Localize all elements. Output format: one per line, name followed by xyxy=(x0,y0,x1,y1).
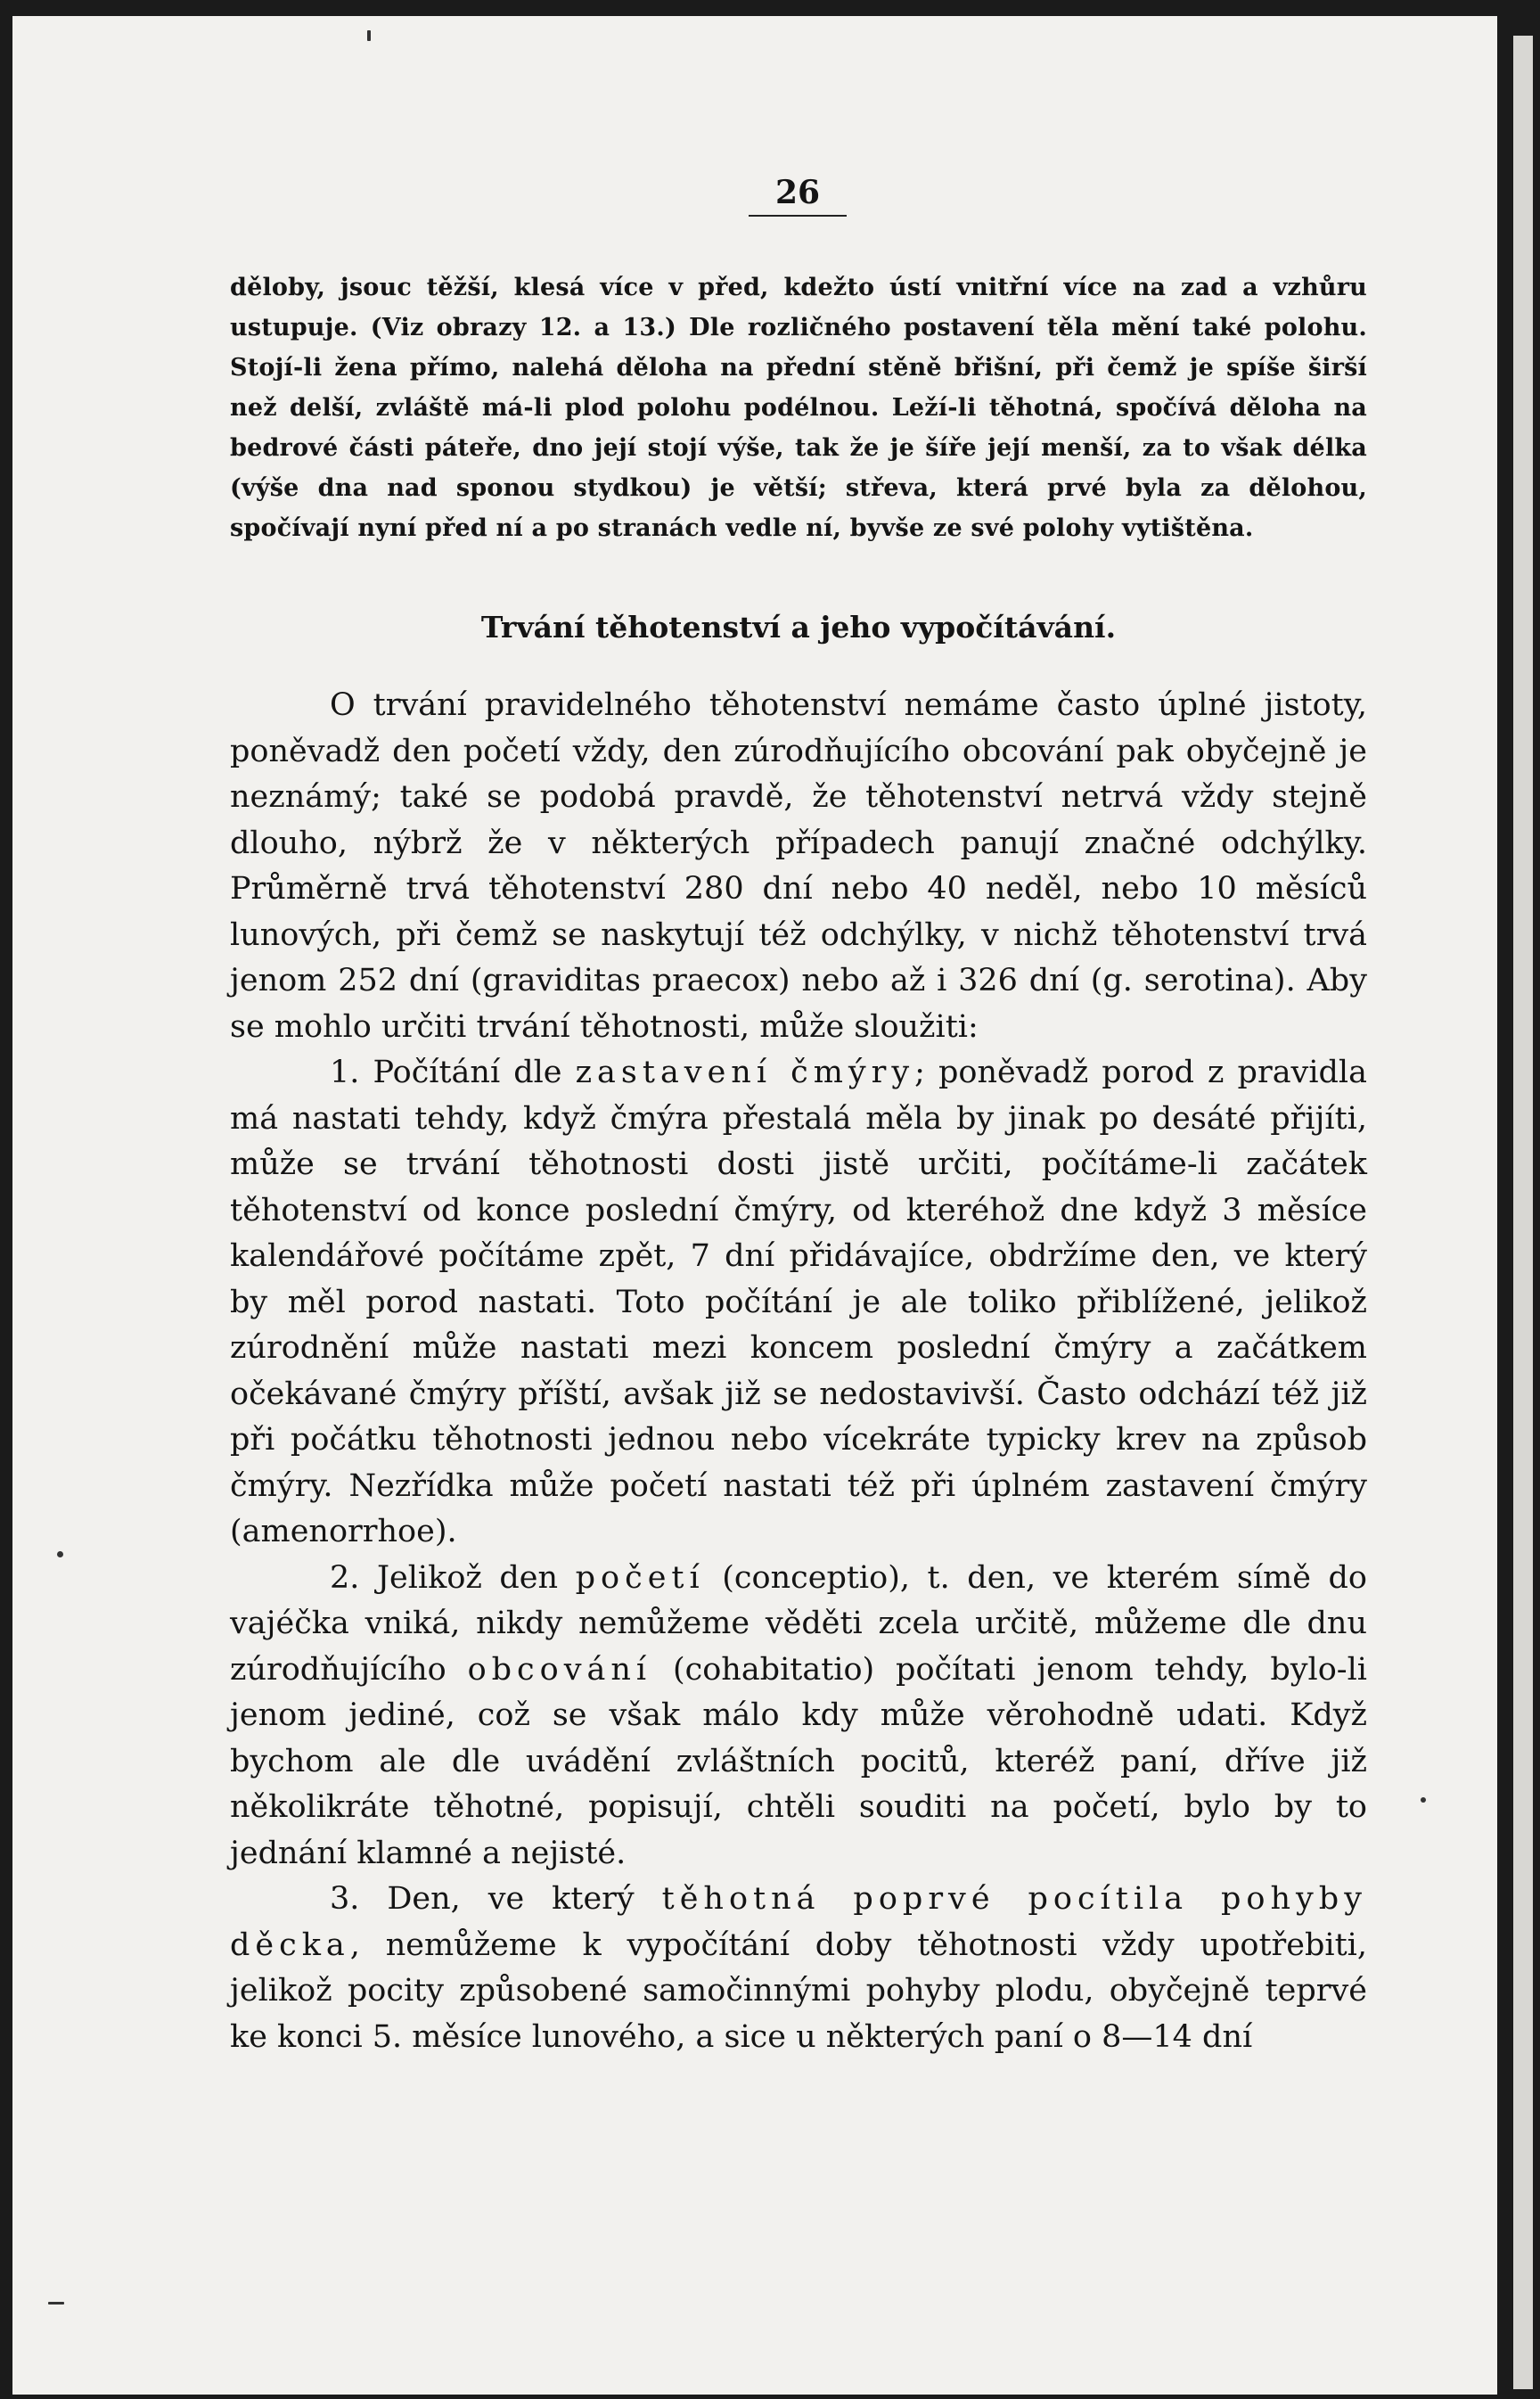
print-speck xyxy=(1421,1797,1426,1803)
main-text xyxy=(230,683,1367,2060)
item-1 xyxy=(230,1050,1367,1556)
item-number: 2. xyxy=(330,1559,360,1596)
spaced-term: těhotná poprvé pocítila pohyby děcka xyxy=(230,1881,1367,1963)
item-text-2: (cohabitatio) počítati jenom tehdy, bylo-li jenom jediné, což se však málo kdy může věrohodně udati. Když bychom ale dle uvádění zvláštních pocitů, kteréž paní, dříve již několikráte těhotné, popisují, chtěli souditi na početí, bylo by to jednání klamné a nejisté. xyxy=(230,1651,1368,1871)
spaced-term: zastavení čmýry xyxy=(575,1055,915,1090)
print-speck xyxy=(48,2302,64,2305)
item-lead: Počítání dle xyxy=(373,1055,562,1090)
print-speck xyxy=(57,1551,63,1557)
item-lead: Jelikož den xyxy=(376,1559,559,1596)
spaced-term-2: obcování xyxy=(467,1651,652,1688)
item-number: 3. xyxy=(330,1881,360,1917)
spaced-term: početí xyxy=(575,1559,705,1596)
adjacent-page-edge xyxy=(1513,36,1533,2389)
intro-paragraph: O trvání pravidelného těhotenství nemáme často úplné jistoty, poněvadž den početí vždy, den zúrodňujícího obcování pak obyčejně je neznámý; také se podobá pravdě, že těhotenství netrvá vždy stejně dlouho, nýbrž že v některých případech panují značné odchýlky. Průměrně trvá těhotenství 280 dní nebo 40 neděl, nebo 10 měsíců lunových, při čemž se naskytují též odchýlky, v nichž těhotenství trvá jenom 252 dní (graviditas praecox) nebo až i 326 dní (g. serotina). Aby se mohlo určiti trvání těhotnosti, může sloužiti: xyxy=(230,687,1367,1045)
item-text: , nemůžeme k vypočítání doby těhotnosti vždy upotřebiti, jelikož pocity způsobené samočinnými pohyby plodu, obyčejně teprvé ke konci 5. měsíce lunového, a sice u některých paní o 8—14 dní xyxy=(230,1927,1367,2055)
item-text: (conceptio), t. den, ve kterém símě do vajéčka vniká, nikdy nemůžeme věděti zcela určitě, můžeme dle dnu zúrodňujícího xyxy=(230,1559,1367,1688)
item-text: ; poněvadž porod z pravidla má nastati tehdy, když čmýra přestalá měla by jinak po desáté přijíti, může se trvání těhotnosti dosti jistě určiti, počítáme-li začátek těhotenství od konce poslední čmýry, od kteréhož dne když 3 měsíce kalendářové počítáme zpět, 7 dní přidávajíce, obdržíme den, ve který by měl porod nastati. Toto počítání je ale toliko přiblížené, jelikož zúrodnění může nastati mezi koncem poslední čmýry a začátkem očekávané čmýry příští, avšak již se nedostavivší. Často odchází též již při počátku těhotnosti jednou nebo vícekráte typicky krev na způsob čmýry. Nezřídka může početí nastati též při úplném zastavení čmýry (amenorrhoe). xyxy=(230,1055,1367,1549)
item-2 xyxy=(230,1556,1367,1877)
print-speck xyxy=(367,30,371,41)
opening-paragraph: děloby, jsouc těžší, klesá více v před, kdežto ústí vnitřní více na zad a vzhůru ustupuje. (Viz obrazy 12. a 13.) Dle rozličného postavení těla mění také polohu. Stojí-li žena přímo, nalehá děloha na přední stěně břišní, při čemž je spíše širší než delší, zvláště má-li plod polohu podélnou. Leží-li těhotná, spočívá děloha na bedrové části páteře, dno její stojí výše, tak že je šíře její menší, za to však délka (výše dna nad sponou stydkou) je větší; střeva, která prvé byla za dělohou, spočívají nyní před ní a po stranách vedle ní, byvše ze své polohy vytištěna. xyxy=(230,274,1367,542)
section-heading: Trvání těhotenství a jeho vypočítávání. xyxy=(480,610,1117,645)
page-number: 26 xyxy=(749,174,847,217)
item-number: 1. xyxy=(330,1055,360,1090)
item-lead: Den, ve který xyxy=(387,1881,635,1917)
item-3 xyxy=(230,1877,1367,2060)
